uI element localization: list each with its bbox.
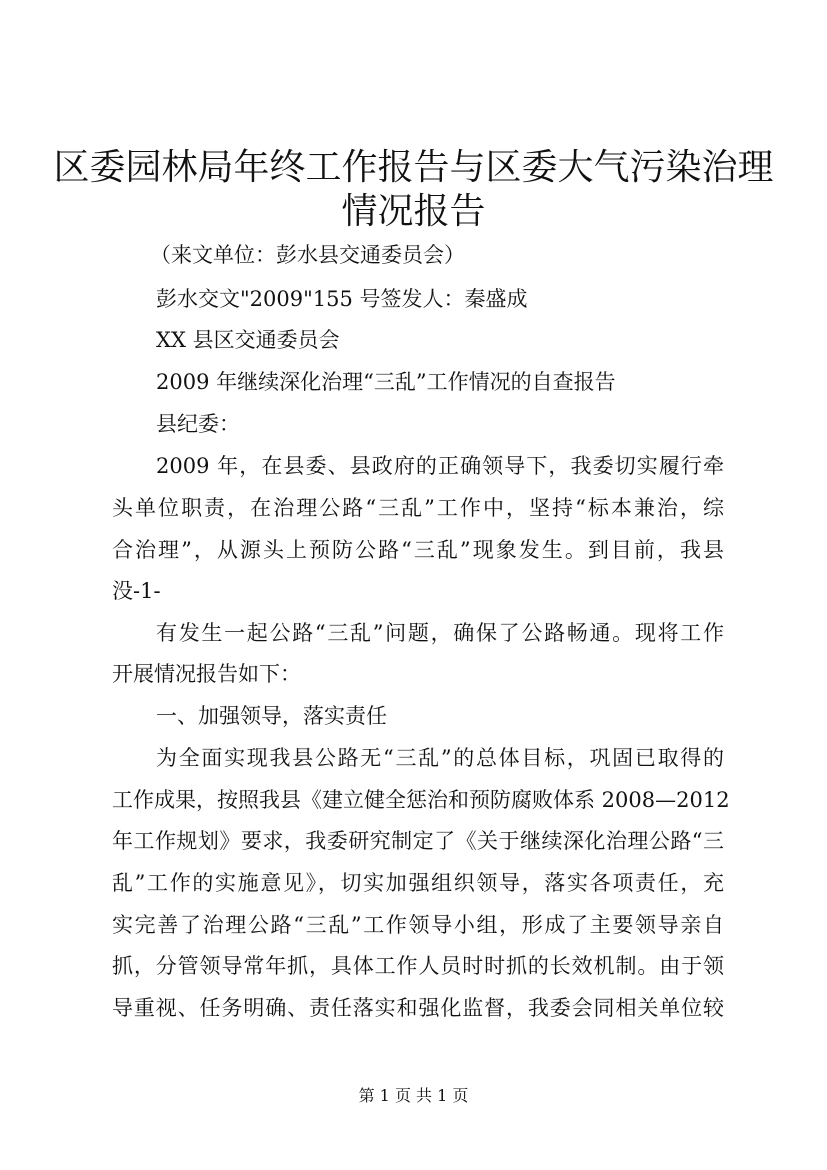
salutation-line: 县纪委： [156,412,240,436]
body-line: 实完善了治理公路“三乱”工作领导小组，形成了主要领导亲自 [112,913,724,937]
body-line: 抓，分管领导常年抓，具体工作人员时时抓的长效机制。由于领 [112,954,724,978]
page-footer: 第 1 页 共 1 页 [358,1086,469,1105]
body-line: 有发生一起公路“三乱”问题，确保了公路畅通。现将工作 [156,621,724,645]
body-line: 合治理”，从源头上预防公路“三乱”现象发生。到目前，我县 [112,538,724,562]
body-line: 工作成果，按照我县《建立健全惩治和预防腐败体系 2008—2012 [112,788,730,812]
page-break-line: 没-1- [112,579,161,603]
section-heading: 一、加强领导，落实责任 [156,704,387,728]
document-title-line-2: 情况报告 [341,191,486,232]
body-line: 乱”工作的实施意见》，切实加强组织领导，落实各项责任，充 [112,871,724,895]
issuing-unit-line: XX 县区交通委员会 [156,328,340,352]
document-title-line-1: 区委园林局年终工作报告与区委大气污染治理 [53,147,774,188]
body-line: 2009 年，在县委、县政府的正确领导下，我委切实履行牵 [156,454,724,478]
body-line: 年工作规划》要求，我委研究制定了《关于继续深化治理公路“三 [112,829,724,853]
body-line: 头单位职责，在治理公路“三乱”工作中，坚持“标本兼治，综 [112,496,724,520]
document-number-line: 彭水交文"2009"155 号签发人：秦盛成 [156,287,528,311]
report-subtitle-line: 2009 年继续深化治理“三乱”工作情况的自查报告 [156,370,616,394]
body-line: 开展情况报告如下： [112,662,301,686]
body-line: 导重视、任务明确、责任落实和强化监督，我委会同相关单位较 [112,996,724,1020]
body-line: 为全面实现我县公路无“三乱”的总体目标，巩固已取得的 [156,746,724,770]
source-unit-line: （来文单位：彭水县交通委员会） [150,243,465,267]
